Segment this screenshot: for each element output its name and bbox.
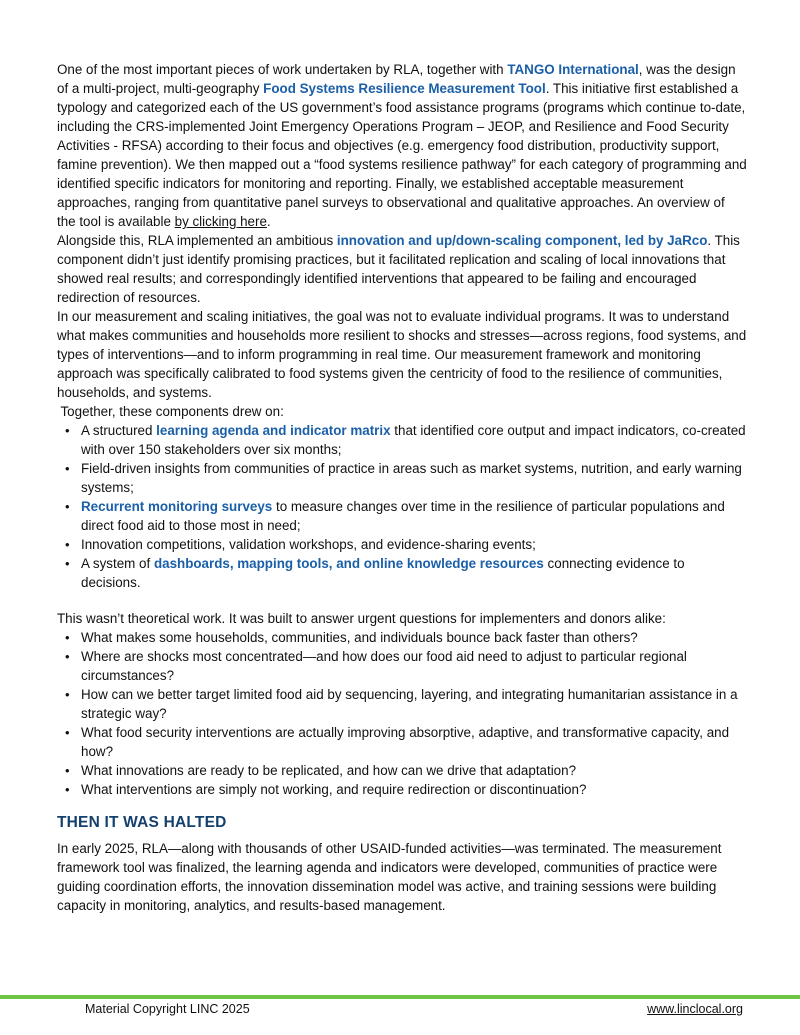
list-item (57, 421, 747, 459)
paragraph-questions-intro: This wasn’t theoretical work. It was built to answer urgent questions for implementers and donors alike: (57, 611, 666, 626)
list-item-text: to measure changes over time in the resilience of particular populations and direct food aid to those most in need; (81, 499, 725, 533)
list-item: • Where are shocks most concentrated—and how does our food aid need to adjust to particular regional circumstances? (57, 647, 747, 685)
paragraph-halted: In early 2025, RLA—along with thousands of other USAID-funded activities—was terminated. The measurement framework tool was finalized, the learning agenda and indicators were developed, communities of practice were guiding coordination efforts, the innovation dissemination model was active, and training sessions were building capacity in monitoring, analytics, and results-based management. (57, 841, 722, 913)
questions-list (57, 628, 747, 799)
list-item (57, 497, 747, 535)
paragraph-measurement: In our measurement and scaling initiatives, the goal was not to evaluate individual programs. It was to understand what makes communities and households more resilient to shocks and stresses—across regions, food systems, and types of interventions—and to inform programming in real time. Our measurement framework and monitoring approach was specifically calibrated to food systems given the centricity of food to the resilience of communities, households, and systems. (57, 309, 747, 400)
paragraph-text: , was the design of a multi-project, multi-geography (57, 62, 736, 96)
list-item (57, 535, 747, 554)
page-footer (85, 1002, 743, 1016)
list-item: • What innovations are ready to be replicated, and how can we drive that adaptation? (57, 761, 747, 780)
list-item-text: Innovation competitions, validation workshops, and evidence-sharing events; (81, 537, 536, 552)
tango-international-link[interactable]: TANGO International (507, 62, 639, 77)
components-list (57, 421, 747, 592)
learning-agenda-link[interactable]: learning agenda and indicator matrix (156, 423, 391, 438)
list-item-text: A system of (81, 556, 154, 571)
measurement-tool-link[interactable]: Food Systems Resilience Measurement Tool (263, 81, 546, 96)
list-item-text: A structured (81, 423, 157, 438)
copyright-text: Material Copyright LINC 2025 (85, 1002, 250, 1016)
paragraph-innovation (57, 231, 747, 307)
paragraph-tango (57, 60, 747, 231)
list-item (57, 459, 747, 497)
footer-divider (0, 995, 800, 999)
innovation-component-link[interactable]: innovation and up/down-scaling component, led by JaRco (336, 233, 708, 248)
section-heading: THEN IT WAS HALTED (57, 814, 227, 831)
clicking-here-link[interactable]: by clicking here (174, 214, 267, 229)
document-body (57, 60, 747, 915)
list-item-text: that identified core output and impact indicators, co-created with over 150 stakeholders over six months; (81, 423, 746, 457)
list-item: • What interventions are simply not working, and require redirection or discontinuation? (57, 780, 747, 799)
list-item: • How can we better target limited food aid by sequencing, layering, and integrating humanitarian assistance in a strategic way? (57, 685, 747, 723)
list-item: • What food security interventions are actually improving absorptive, adaptive, and transformative capacity, and how? (57, 723, 747, 761)
paragraph-text: One of the most important pieces of work undertaken by RLA, together with (57, 62, 508, 77)
monitoring-surveys-link[interactable]: Recurrent monitoring surveys (81, 499, 273, 514)
paragraph-components-intro: Together, these components drew on: (57, 404, 284, 419)
dashboards-link[interactable]: dashboards, mapping tools, and online knowledge resources (153, 556, 544, 571)
paragraph-text: . This component didn’t just identify promising practices, but it facilitated replication and scaling of local innovations that showed real results; and correspondingly identified interventions that appeared to be failing and encouraged redirection of resources. (57, 233, 740, 305)
paragraph-text: . (266, 214, 271, 229)
website-link[interactable]: www.linclocal.org (647, 1002, 743, 1016)
list-item: • What makes some households, communities, and individuals bounce back faster than others? (57, 628, 747, 647)
paragraph-text: . This initiative first established a typology and categorized each of the US government’s food assistance programs (programs which continue to-date, including the CRS-implemented Joint Emergency Operations Program – JEOP, and Resilience and Food Security Activities - RFSA) according to their focus and objectives (e.g. emergency food distribution, productivity support, famine prevention). We then mapped out a “food systems resilience pathway” for each category of programming and identified specific indicators for monitoring and reporting. Finally, we established acceptable measurement approaches, ranging from quantitative panel surveys to observational and qualitative approaches. An overview of the tool is available (57, 81, 747, 229)
list-item-text: Field-driven insights from communities of practice in areas such as market systems, nutrition, and early warning systems; (81, 461, 742, 495)
list-item (57, 554, 747, 592)
list-item-text: connecting evidence to decisions. (81, 556, 685, 590)
paragraph-text: Alongside this, RLA implemented an ambitious (57, 233, 337, 248)
